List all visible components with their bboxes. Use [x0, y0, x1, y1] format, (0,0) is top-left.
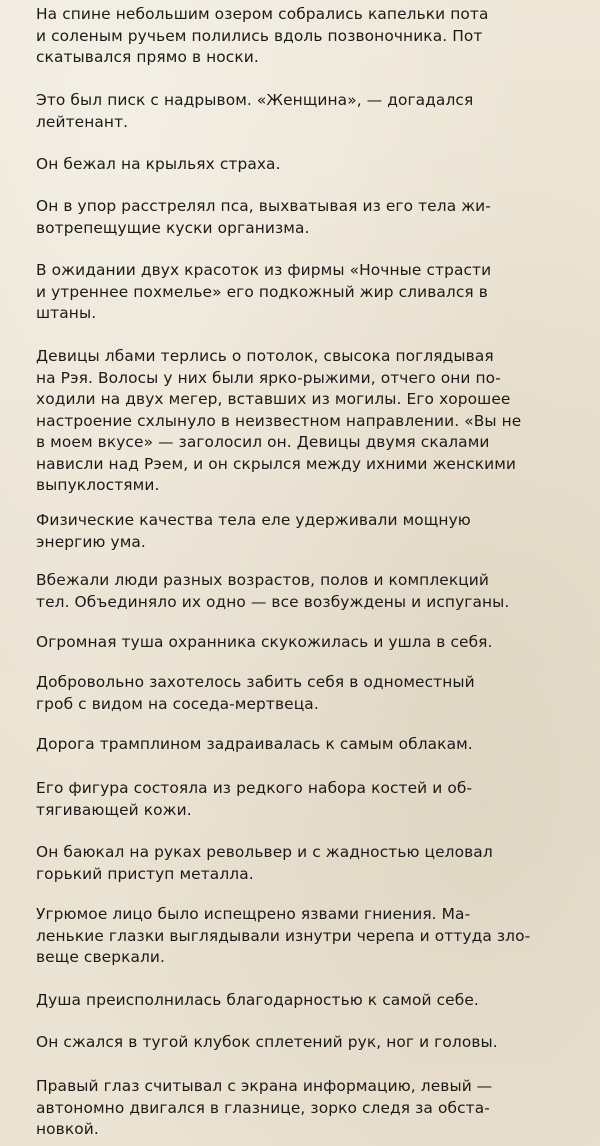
paragraph-3: Он бежал на крыльях страха. [36, 155, 281, 173]
paragraph-4: Он в упор расстрелял пса, выхватывая из его тела жи- вотрепещущие куски организма. [36, 197, 491, 237]
paragraph-14: Угрюмое лицо было испещрено язвами гниения. Ма- ленькие глазки выглядывали изнутри черепа и оттуда зло- веще сверкали. [36, 905, 531, 966]
paragraph-9: Огромная туша охранника скукожилась и ушла в себя. [36, 633, 493, 651]
paragraph-8: Вбежали люди разных возрастов, полов и комплекций тел. Объединяло их одно — все возбуждены и испуганы. [36, 571, 510, 611]
paragraph-13: Он баюкал на руках револьвер и с жадностью целовал горький приступ металла. [36, 843, 493, 883]
paragraph-5: В ожидании двух красоток из фирмы «Ночные страсти и утреннее похмелье» его подкожный жир сливался в штаны. [36, 261, 492, 322]
paragraph-6: Девицы лбами терлись о потолок, свысока поглядывая на Рэя. Волосы у них были ярко-рыжими, отчего они по- ходили на двух мегер, вставших из могилы. Его хорошее настроение схлынуло в неизвестном направлении. «Вы не в моем вкусе» — заголосил он. Девицы двумя скалами нависли над Рэем, и он скрылся между ихними женскими выпуклостями. [36, 347, 522, 494]
paragraph-7: Физические качества тела еле удерживали мощную энергию ума. [36, 511, 471, 551]
paragraph-11: Дорога трамплином задраивалась к самым облакам. [36, 735, 473, 753]
paragraph-17: Правый глаз считывал с экрана информацию, левый — автономно двигался в глазнице, зорко следя за обста- новкой. [36, 1077, 493, 1138]
paragraph-15: Душа преисполнилась благодарностью к самой себе. [36, 991, 479, 1009]
paragraph-16: Он сжался в тугой клубок сплетений рук, ног и головы. [36, 1033, 498, 1051]
paragraph-1: На спине небольшим озером собрались капельки пота и соленым ручьем полились вдоль позвоночника. Пот скатывался прямо в носки. [36, 5, 489, 66]
paragraph-2: Это был писк с надрывом. «Женщина», — догадался лейтенант. [36, 91, 474, 131]
paragraph-10: Добровольно захотелось забить себя в одноместный гроб с видом на соседа-мертвеца. [36, 673, 475, 713]
paragraph-12: Его фигура состояла из редкого набора костей и об- тягивающей кожи. [36, 779, 473, 819]
